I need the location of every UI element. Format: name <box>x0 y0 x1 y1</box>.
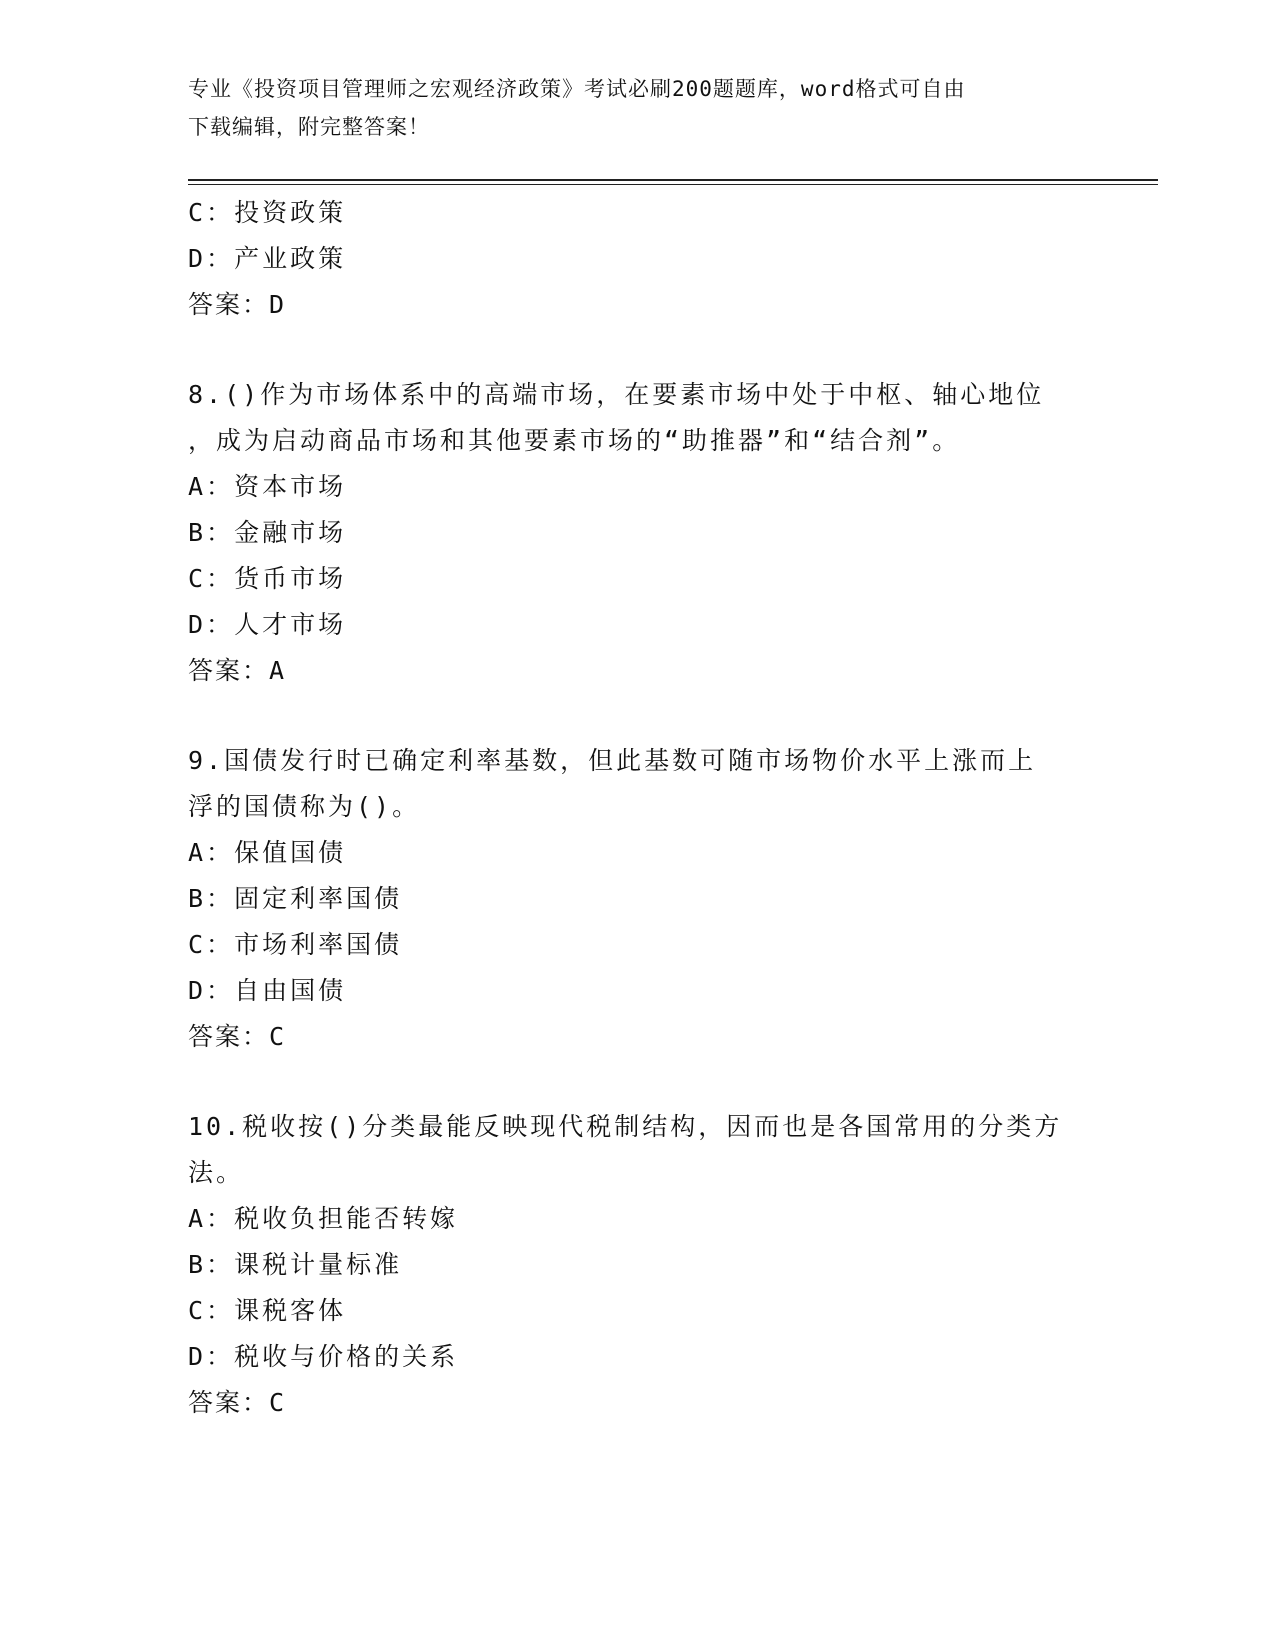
option-label: A： <box>188 1204 235 1233</box>
question-stem-line-2: ，成为启动商品市场和其他要素市场的“助推器”和“结合剂”。 <box>188 426 961 455</box>
option-label: B： <box>188 884 235 913</box>
page-header <box>188 70 1078 146</box>
option-text: 金融市场 <box>234 518 347 547</box>
header-title-line-2: 下载编辑，附完整答案！ <box>188 115 430 139</box>
option-label: C： <box>188 564 235 593</box>
option-text: 税收与价格的关系 <box>234 1342 459 1371</box>
option-b <box>188 510 1088 556</box>
spacer <box>188 1060 1088 1104</box>
option-c <box>188 190 1088 236</box>
option-b <box>188 1242 1088 1288</box>
option-label: A： <box>188 472 235 501</box>
header-title-line-1: 专业《投资项目管理师之宏观经济政策》考试必刷200题题库，word格式可自由 <box>188 77 966 101</box>
option-text: 自由国债 <box>234 976 347 1005</box>
answer-label: 答案： <box>188 290 270 319</box>
question-7-tail <box>188 190 1088 328</box>
option-text: 市场利率国债 <box>234 930 403 959</box>
question-stem-line-1: 9.国债发行时已确定利率基数，但此基数可随市场物价水平上涨而上 <box>188 746 1037 775</box>
option-a <box>188 464 1088 510</box>
option-a <box>188 1196 1088 1242</box>
option-text: 课税计量标准 <box>234 1250 403 1279</box>
question-stem-line-2: 浮的国债称为()。 <box>188 792 421 821</box>
answer-line <box>188 282 1088 328</box>
answer-label: 答案： <box>188 656 270 685</box>
header-divider-thick <box>188 179 1158 181</box>
option-d <box>188 968 1088 1014</box>
option-d <box>188 236 1088 282</box>
answer-value: A <box>269 656 287 685</box>
option-d <box>188 602 1088 648</box>
option-d <box>188 1334 1088 1380</box>
option-label: C： <box>188 930 235 959</box>
option-text: 投资政策 <box>234 198 347 227</box>
answer-value: C <box>269 1022 287 1051</box>
option-c <box>188 556 1088 602</box>
answer-value: D <box>269 290 287 319</box>
option-label: B： <box>188 1250 235 1279</box>
option-text: 资本市场 <box>234 472 347 501</box>
option-label: D： <box>188 610 235 639</box>
option-label: B： <box>188 518 235 547</box>
question-8 <box>188 372 1088 694</box>
question-10 <box>188 1104 1088 1426</box>
option-text: 产业政策 <box>234 244 347 273</box>
option-label: D： <box>188 244 235 273</box>
answer-line <box>188 1014 1088 1060</box>
question-stem-line-1: 8.()作为市场体系中的高端市场，在要素市场中处于中枢、轴心地位 <box>188 380 1045 409</box>
option-b <box>188 876 1088 922</box>
option-c <box>188 922 1088 968</box>
option-label: D： <box>188 976 235 1005</box>
answer-line <box>188 1380 1088 1426</box>
question-9 <box>188 738 1088 1060</box>
option-text: 课税客体 <box>234 1296 347 1325</box>
option-c <box>188 1288 1088 1334</box>
answer-label: 答案： <box>188 1388 270 1417</box>
spacer <box>188 694 1088 738</box>
question-stem-line-2: 法。 <box>188 1158 245 1187</box>
option-a <box>188 830 1088 876</box>
option-text: 货币市场 <box>234 564 347 593</box>
header-divider-thin <box>188 184 1158 185</box>
option-text: 税收负担能否转嫁 <box>234 1204 459 1233</box>
header-divider <box>188 179 1158 185</box>
question-stem-line-1: 10.税收按()分类最能反映现代税制结构，因而也是各国常用的分类方 <box>188 1112 1063 1141</box>
option-text: 人才市场 <box>234 610 347 639</box>
option-label: C： <box>188 1296 235 1325</box>
answer-line <box>188 648 1088 694</box>
question-list <box>188 190 1088 1426</box>
option-label: C： <box>188 198 235 227</box>
answer-value: C <box>269 1388 287 1417</box>
option-text: 固定利率国债 <box>234 884 403 913</box>
option-text: 保值国债 <box>234 838 347 867</box>
option-label: D： <box>188 1342 235 1371</box>
option-label: A： <box>188 838 235 867</box>
spacer <box>188 328 1088 372</box>
answer-label: 答案： <box>188 1022 270 1051</box>
